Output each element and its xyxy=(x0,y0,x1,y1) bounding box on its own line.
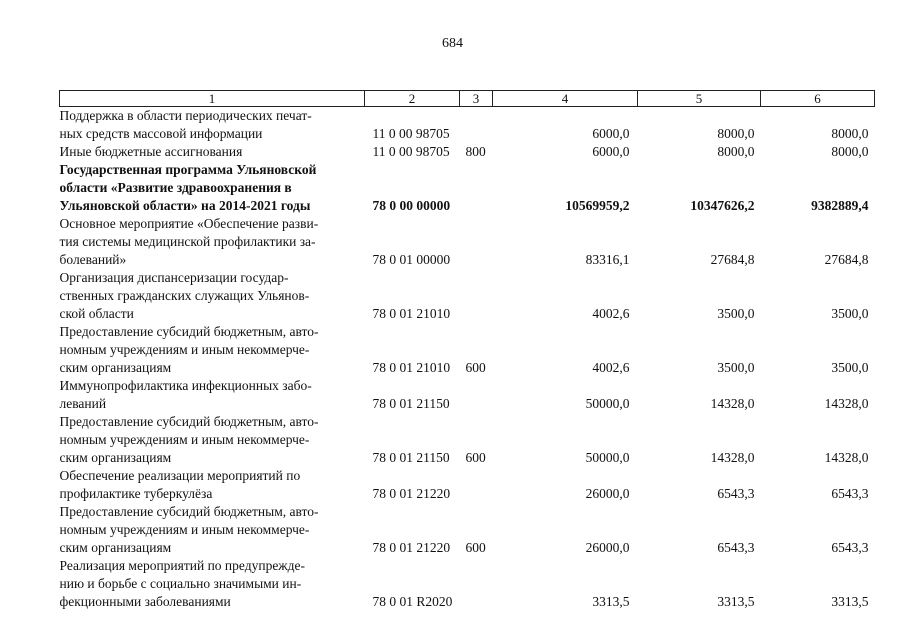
column-header-6: 6 xyxy=(761,91,875,107)
table-row xyxy=(60,323,875,377)
expense-type-code xyxy=(460,107,493,144)
column-header-3: 3 xyxy=(460,91,493,107)
target-article-code: 11 0 00 98705 xyxy=(372,144,450,159)
amount-2014: 6000,0 xyxy=(592,126,630,141)
target-article-code: 78 0 01 21150 xyxy=(372,450,450,465)
amount-2016: 14328,0 xyxy=(824,450,869,465)
amount-2015: 27684,8 xyxy=(710,252,755,267)
target-article-code: 78 0 01 R2020 xyxy=(372,594,453,609)
row-name: Иммунопрофилактика инфекционных забо- леваний xyxy=(59,378,312,411)
amount-2014: 3313,5 xyxy=(592,594,630,609)
amount-2015: 8000,0 xyxy=(717,126,755,141)
amount-2015: 3313,5 xyxy=(717,594,755,609)
row-name: Предоставление субсидий бюджетным, авто- номным учреждениям и иным некоммерче- ским организациям xyxy=(59,504,319,555)
table-row xyxy=(60,557,875,611)
column-header-1: 1 xyxy=(60,91,365,107)
table-row xyxy=(60,269,875,323)
amount-2014: 6000,0 xyxy=(592,144,630,159)
amount-2014: 83316,1 xyxy=(585,252,630,267)
amount-2014: 50000,0 xyxy=(585,450,630,465)
expense-type-code xyxy=(460,161,493,215)
amount-2016: 6543,3 xyxy=(831,486,869,501)
amount-2015: 6543,3 xyxy=(717,486,755,501)
target-article-code: 78 0 01 21010 xyxy=(372,306,451,321)
expense-type-code xyxy=(460,215,493,269)
target-article-code: 78 0 01 21220 xyxy=(372,486,451,501)
amount-2016: 8000,0 xyxy=(831,144,869,159)
amount-2015: 3500,0 xyxy=(717,360,755,375)
amount-2014: 4002,6 xyxy=(592,306,630,321)
amount-2016: 3500,0 xyxy=(831,360,869,375)
expense-type-code: 600 xyxy=(465,450,486,465)
amount-2014: 50000,0 xyxy=(585,396,630,411)
target-article-code: 78 0 01 21150 xyxy=(372,396,450,411)
column-number-row xyxy=(60,91,875,107)
target-article-code: 78 0 01 21220 xyxy=(372,540,451,555)
table-row xyxy=(60,503,875,557)
amount-2016: 3500,0 xyxy=(831,306,869,321)
amount-2016: 14328,0 xyxy=(824,396,869,411)
expense-type-code xyxy=(460,269,493,323)
row-name: Предоставление субсидий бюджетным, авто- номным учреждениям и иным некоммерче- ским организациям xyxy=(59,324,319,375)
amount-2015: 14328,0 xyxy=(710,396,755,411)
target-article-code: 78 0 01 00000 xyxy=(372,252,451,267)
table-row xyxy=(60,377,875,413)
row-name: Поддержка в области периодических печат- ных средств массовой информации xyxy=(59,108,312,141)
target-article-code: 78 0 00 00000 xyxy=(372,198,451,213)
amount-2015: 10347626,2 xyxy=(690,198,755,213)
table-row xyxy=(60,107,875,144)
amount-2015: 3500,0 xyxy=(717,306,755,321)
table-row xyxy=(60,143,875,161)
row-name: Реализация мероприятий по предупрежде- нию и борьбе с социально значимыми ин- фекционными заболеваниями xyxy=(59,558,305,609)
amount-2014: 10569959,2 xyxy=(565,198,630,213)
target-article-code: 78 0 01 21010 xyxy=(372,360,451,375)
amount-2015: 8000,0 xyxy=(717,144,755,159)
amount-2016: 9382889,4 xyxy=(811,198,869,213)
amount-2016: 8000,0 xyxy=(831,126,869,141)
table-row xyxy=(60,215,875,269)
column-header-5: 5 xyxy=(638,91,761,107)
target-article-code: 11 0 00 98705 xyxy=(372,126,450,141)
amount-2016: 27684,8 xyxy=(824,252,869,267)
row-name: Основное мероприятие «Обеспечение разви- тия системы медицинской профилактики за- болеваний» xyxy=(59,216,319,267)
table-row-program xyxy=(60,161,875,215)
expense-type-code xyxy=(460,557,493,611)
row-name: Государственная программа Ульяновской области «Развитие здравоохранения в Ульяновской области» на 2014-2021 годы xyxy=(59,162,317,213)
expense-type-code xyxy=(460,377,493,413)
row-name: Организация диспансеризации государ- ственных гражданских служащих Ульянов- ской области xyxy=(59,270,310,321)
page-number: 684 xyxy=(442,36,463,51)
expense-type-code: 800 xyxy=(465,144,486,159)
amount-2016: 6543,3 xyxy=(831,540,869,555)
expense-type-code: 600 xyxy=(465,540,486,555)
expense-type-code xyxy=(460,467,493,503)
column-header-4: 4 xyxy=(493,91,638,107)
amount-2014: 4002,6 xyxy=(592,360,630,375)
table-row xyxy=(60,467,875,503)
row-name: Обеспечение реализации мероприятий по профилактике туберкулёза xyxy=(59,468,301,501)
expense-type-code: 600 xyxy=(465,360,486,375)
budget-table xyxy=(59,90,875,611)
table-row xyxy=(60,413,875,467)
amount-2014: 26000,0 xyxy=(585,486,630,501)
amount-2015: 6543,3 xyxy=(717,540,755,555)
row-name: Иные бюджетные ассигнования xyxy=(59,144,243,159)
amount-2016: 3313,5 xyxy=(831,594,869,609)
amount-2014: 26000,0 xyxy=(585,540,630,555)
row-name: Предоставление субсидий бюджетным, авто- номным учреждениям и иным некоммерче- ским организациям xyxy=(59,414,319,465)
column-header-2: 2 xyxy=(365,91,460,107)
amount-2015: 14328,0 xyxy=(710,450,755,465)
